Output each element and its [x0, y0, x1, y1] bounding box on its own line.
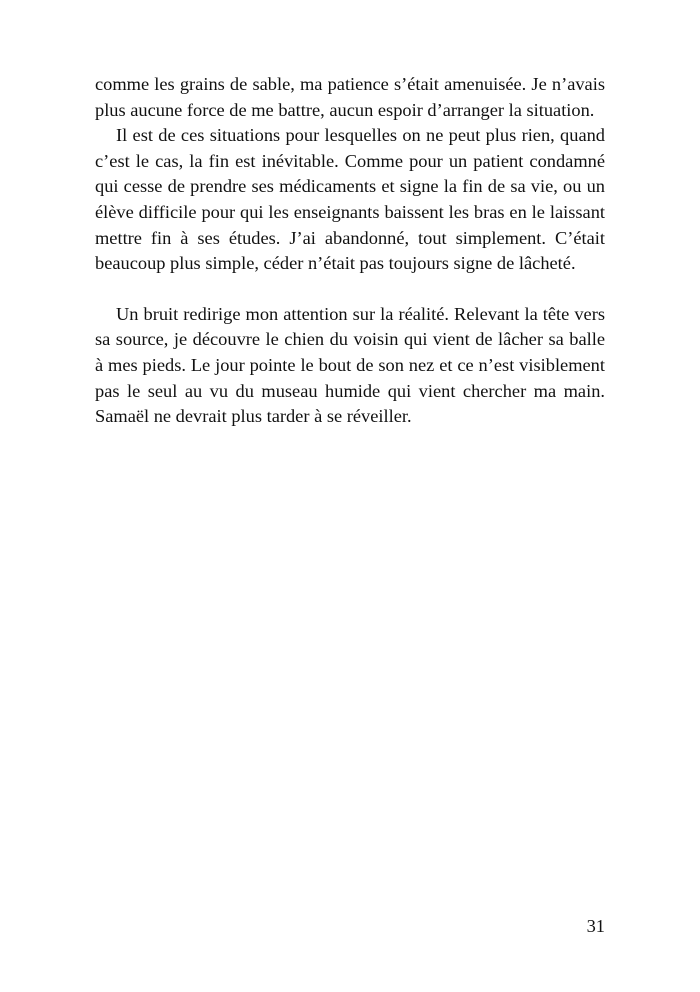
paragraph: Un bruit redirige mon attention sur la réalité. Relevant la tête vers sa source, je découvre le chien du voisin qui vient de lâcher sa balle à mes pieds. Le jour pointe le bout de son nez et ce n’est visiblement pas le seul au vu du museau humide qui vient chercher ma main. Samaël ne devrait plus tarder à se réveiller. [95, 303, 605, 427]
paragraph-continued: comme les grains de sable, ma patience s’était amenuisée. Je n’avais plus aucune force de me battre, aucun espoir d’arranger la situation. [95, 74, 605, 120]
paragraph: Il est de ces situations pour lesquelles on ne peut plus rien, quand c’est le cas, la fin est inévitable. Comme pour un patient condamné qui cesse de prendre ses médicaments et signe la fin de sa vie, ou un élève difficile pour qui les enseignants baissent les bras en le laissant mettre fin à ses études. J’ai abandonné, tout simplement. C’était beaucoup plus simple, céder n’était pas toujours signe de lâcheté. [95, 125, 605, 274]
page-number: 31 [586, 916, 605, 936]
body-text [95, 72, 605, 430]
